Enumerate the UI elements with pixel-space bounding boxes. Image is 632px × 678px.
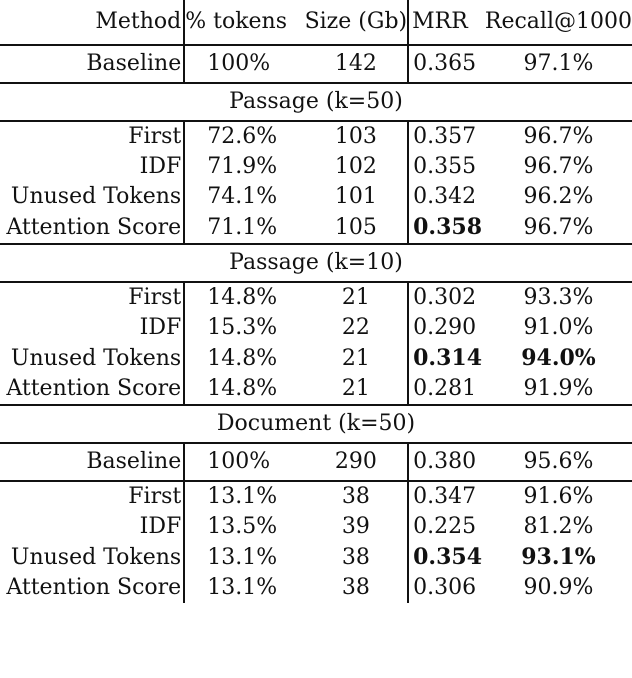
header-mrr: MRR bbox=[408, 0, 485, 45]
tokens-cell: 71.9% bbox=[207, 154, 278, 179]
tokens-cell: 14.8% bbox=[207, 345, 278, 371]
section-label: Passage (k=50) bbox=[0, 83, 632, 121]
size-cell: 21 bbox=[305, 282, 409, 313]
tokens-cell: 13.1% bbox=[207, 484, 278, 509]
header-method: Method bbox=[0, 0, 184, 45]
header-size: Size (Gb) bbox=[305, 0, 409, 45]
tokens-cell: 100% bbox=[184, 443, 304, 481]
method-cell: First bbox=[0, 121, 184, 152]
tokens-cell: 72.6% bbox=[207, 124, 278, 149]
tokens-cell: 15.3% bbox=[207, 315, 278, 340]
recall-cell: 96.7% bbox=[485, 212, 632, 244]
mrr-cell: 0.342 bbox=[413, 184, 477, 209]
mrr-cell: 0.380 bbox=[408, 443, 485, 481]
tokens-cell: 14.8% bbox=[207, 285, 278, 310]
section-row bbox=[0, 83, 632, 121]
size-cell: 38 bbox=[305, 542, 409, 573]
recall-cell: 90.9% bbox=[523, 575, 594, 600]
size-cell: 105 bbox=[305, 212, 409, 244]
table-row bbox=[0, 212, 632, 244]
recall-cell: 81.2% bbox=[523, 514, 594, 539]
recall-cell: 91.0% bbox=[523, 315, 594, 340]
method-cell: Attention Score bbox=[0, 374, 184, 405]
method-cell: Attention Score bbox=[0, 212, 184, 244]
method-cell: IDF bbox=[0, 152, 184, 182]
size-cell: 38 bbox=[305, 573, 409, 603]
mrr-cell bbox=[408, 343, 485, 374]
method-cell: Unused Tokens bbox=[0, 542, 184, 573]
table-row bbox=[0, 313, 632, 343]
size-cell: 102 bbox=[305, 152, 409, 182]
size-cell: 22 bbox=[305, 313, 409, 343]
recall-cell: 93.3% bbox=[523, 285, 594, 310]
method-cell: Baseline bbox=[0, 45, 184, 83]
mrr-cell-bold-value: 0.354 bbox=[413, 544, 483, 570]
mrr-cell: 0.281 bbox=[408, 374, 485, 405]
recall-cell: 96.2% bbox=[523, 184, 594, 209]
method-cell: First bbox=[0, 282, 184, 313]
table-row bbox=[0, 343, 632, 374]
size-cell: 142 bbox=[305, 45, 409, 83]
method-cell: IDF bbox=[0, 512, 184, 542]
mrr-cell: 0.302 bbox=[413, 285, 477, 310]
recall-cell bbox=[485, 542, 632, 573]
table-row bbox=[0, 573, 632, 603]
table-row bbox=[0, 282, 632, 313]
recall-cell-bold-value: 93.1% bbox=[521, 544, 596, 570]
size-cell: 290 bbox=[305, 443, 409, 481]
table-row bbox=[0, 374, 632, 405]
mrr-cell bbox=[408, 212, 485, 244]
size-cell: 21 bbox=[305, 374, 409, 405]
recall-cell-bold-value: 94.0% bbox=[521, 345, 596, 371]
method-cell: First bbox=[0, 481, 184, 512]
method-cell: Attention Score bbox=[0, 573, 184, 603]
mrr-cell bbox=[408, 542, 485, 573]
method-cell: Unused Tokens bbox=[0, 182, 184, 212]
table-row bbox=[0, 512, 632, 542]
recall-cell bbox=[485, 343, 632, 374]
section-label: Document (k=50) bbox=[0, 405, 632, 443]
header-row bbox=[0, 0, 632, 45]
recall-cell: 96.7% bbox=[523, 124, 594, 149]
header-tokens: % tokens bbox=[184, 0, 304, 45]
table-row bbox=[0, 45, 632, 83]
tokens-cell: 13.5% bbox=[207, 514, 278, 539]
mrr-cell: 0.306 bbox=[413, 575, 477, 600]
recall-cell: 91.9% bbox=[485, 374, 632, 405]
tokens-cell: 14.8% bbox=[184, 374, 304, 405]
tokens-cell: 71.1% bbox=[184, 212, 304, 244]
table-row bbox=[0, 152, 632, 182]
table-row bbox=[0, 542, 632, 573]
section-row bbox=[0, 405, 632, 443]
tokens-cell: 100% bbox=[184, 45, 304, 83]
mrr-cell: 0.365 bbox=[408, 45, 485, 83]
size-cell: 21 bbox=[305, 343, 409, 374]
size-cell: 39 bbox=[305, 512, 409, 542]
method-cell: IDF bbox=[0, 313, 184, 343]
method-cell: Unused Tokens bbox=[0, 343, 184, 374]
tokens-cell: 13.1% bbox=[207, 544, 278, 570]
method-cell: Baseline bbox=[0, 443, 184, 481]
mrr-cell-bold-value: 0.358 bbox=[413, 214, 483, 240]
tokens-cell: 74.1% bbox=[207, 184, 278, 209]
recall-cell: 96.7% bbox=[523, 154, 594, 179]
mrr-cell: 0.347 bbox=[413, 484, 477, 509]
recall-cell: 95.6% bbox=[485, 443, 632, 481]
size-cell: 103 bbox=[305, 121, 409, 152]
recall-cell: 91.6% bbox=[523, 484, 594, 509]
mrr-cell: 0.290 bbox=[413, 315, 477, 340]
size-cell: 38 bbox=[305, 481, 409, 512]
mrr-cell-bold-value: 0.314 bbox=[413, 345, 483, 371]
table-row bbox=[0, 443, 632, 481]
tokens-cell: 13.1% bbox=[207, 575, 278, 600]
header-recall: Recall@1000 bbox=[485, 0, 632, 45]
mrr-cell: 0.225 bbox=[413, 514, 477, 539]
table-row bbox=[0, 481, 632, 512]
section-row bbox=[0, 244, 632, 282]
mrr-cell: 0.357 bbox=[413, 124, 477, 149]
section-label: Passage (k=10) bbox=[0, 244, 632, 282]
recall-cell: 97.1% bbox=[485, 45, 632, 83]
table-row bbox=[0, 182, 632, 212]
table-row bbox=[0, 121, 632, 152]
size-cell: 101 bbox=[305, 182, 409, 212]
mrr-cell: 0.355 bbox=[413, 154, 477, 179]
